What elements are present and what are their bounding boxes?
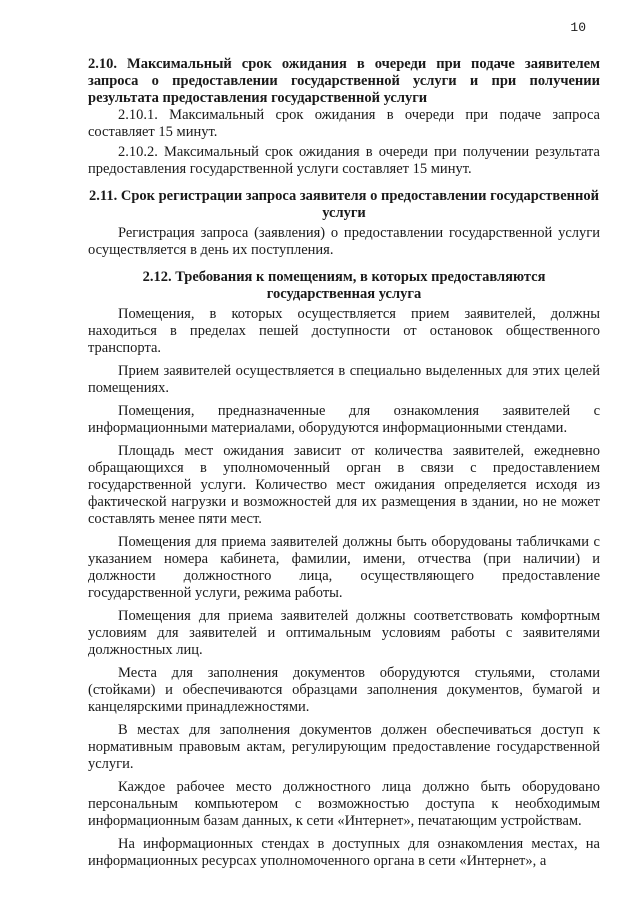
paragraph: 2.10.1. Максимальный срок ожидания в очереди при подаче запроса составляет 15 минут. [88, 107, 600, 140]
document-body [88, 56, 600, 870]
section-heading-2-11: 2.11. Срок регистрации запроса заявителя о предоставлении государственной услуги [89, 188, 599, 221]
paragraph: Помещения, в которых осуществляется прием заявителей, должны находиться в пределах пешей доступности от остановок общественного транспорта. [88, 306, 600, 356]
section-heading-2-10: 2.10. Максимальный срок ожидания в очереди при подаче заявителем запроса о предоставлении государственной услуги и при получении результата предоставления государственной услуги [88, 56, 600, 106]
paragraph: Площадь мест ожидания зависит от количества заявителей, ежедневно обращающихся в уполномоченный орган в связи с предоставлением государственной услуги. Количество мест ожидания определяется исходя из фактической нагрузки и возможностей для их размещения в здании, но не может составлять менее пяти мест. [88, 443, 600, 527]
page-number: 10 [570, 20, 586, 35]
paragraph: На информационных стендах в доступных для ознакомления местах, на информационных ресурсах уполномоченного органа в сети «Интернет», а [88, 836, 600, 869]
paragraph: Места для заполнения документов оборудуются стульями, столами (стойками) и обеспечиваются образцами заполнения документов, бумагой и канцелярскими принадлежностями. [88, 665, 600, 715]
paragraph: Помещения для приема заявителей должны соответствовать комфортным условиям для заявителей и оптимальным условиям работы с заявителями должностных лиц. [88, 608, 600, 658]
paragraph: Каждое рабочее место должностного лица должно быть оборудовано персональным компьютером с возможностью доступа к необходимым информационным базам данных, к сети «Интернет», печатающим устройствам. [88, 779, 600, 829]
paragraph: Прием заявителей осуществляется в специально выделенных для этих целей помещениях. [88, 363, 600, 396]
paragraph: Помещения для приема заявителей должны быть оборудованы табличками с указанием номера кабинета, фамилии, имени, отчества (при наличии) и должности должностного лица, осуществляющего предоставление государственной услуги, режима работы. [88, 534, 600, 601]
paragraph: Регистрация запроса (заявления) о предоставлении государственной услуги осуществляется в день их поступления. [88, 225, 600, 258]
section-heading-2-12: 2.12. Требования к помещениям, в которых предоставляются государственная услуга [142, 269, 546, 302]
paragraph: В местах для заполнения документов должен обеспечиваться доступ к нормативным правовым актам, регулирующим предоставление государственной услуги. [88, 722, 600, 772]
paragraph: Помещения, предназначенные для ознакомления заявителей с информационными материалами, оборудуются информационными стендами. [88, 403, 600, 436]
paragraph: 2.10.2. Максимальный срок ожидания в очереди при получении результата предоставления государственной услуги составляет 15 минут. [88, 144, 600, 177]
